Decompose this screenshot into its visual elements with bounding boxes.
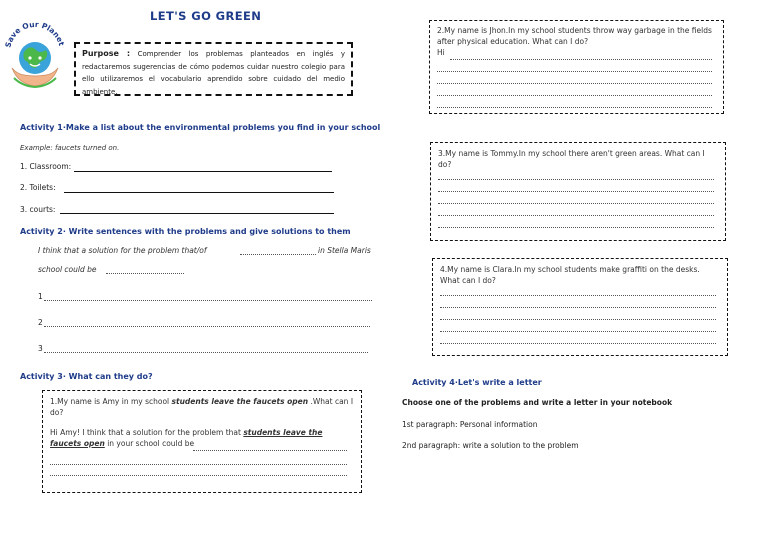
earth-hands-icon xyxy=(4,18,66,92)
save-our-planet-logo xyxy=(4,18,66,92)
sentence-line-3[interactable] xyxy=(44,352,368,353)
courts-answer-line[interactable] xyxy=(60,213,334,214)
sentence-number-1: 1 xyxy=(38,292,43,301)
problem-blank[interactable] xyxy=(240,254,316,255)
paragraph-1-hint: 1st paragraph: Personal information xyxy=(402,420,538,429)
sentence-number-2: 2 xyxy=(38,318,43,327)
purpose-text: Comprender los problemas planteados en inglés y redactaremos sugerencias de cómo podemos cuidar nuestro colegio para ello utilizaremos el vocabulario aprendido sobre cuidado del medio ambiente. xyxy=(82,50,345,96)
jhon-line-4[interactable] xyxy=(437,107,712,108)
tommy-line-2[interactable] xyxy=(438,191,714,192)
tommy-line-4[interactable] xyxy=(438,215,714,216)
courts-label: 3. courts: xyxy=(20,205,56,214)
activity-3-heading: Activity 3· What can they do? xyxy=(20,372,153,381)
amy-line-2[interactable] xyxy=(50,475,347,476)
solution-blank[interactable] xyxy=(106,273,184,274)
amy-blank-inline[interactable] xyxy=(193,450,347,451)
clara-line-3[interactable] xyxy=(440,319,716,320)
clara-line-5[interactable] xyxy=(440,343,716,344)
clara-line-2[interactable] xyxy=(440,307,716,308)
jhon-line-3[interactable] xyxy=(437,95,712,96)
jhon-box xyxy=(429,20,724,114)
sentence-line-2[interactable] xyxy=(44,326,370,327)
amy-answer-start: Hi Amy! I think that a solution for the problem that students leave the faucets open in your school could be xyxy=(50,428,323,448)
tommy-line-1[interactable] xyxy=(438,179,714,180)
logo-text: Save Our Planet xyxy=(4,19,66,49)
classroom-answer-line[interactable] xyxy=(74,171,332,172)
clara-question: 4.My name is Clara.In my school students make graffiti on the desks. What can I do? xyxy=(440,265,700,285)
sentence-mid: in Stella Maris xyxy=(318,246,371,255)
jhon-question: 2.My name is Jhon.In my school students throw way garbage in the fields after physical education. What can I do? xyxy=(437,26,712,46)
activity-2-heading: Activity 2· Write sentences with the problems and give solutions to them xyxy=(20,227,351,236)
purpose-label: Purpose : xyxy=(82,49,131,58)
jhon-line-2[interactable] xyxy=(437,83,712,84)
clara-box xyxy=(432,258,728,356)
clara-line-1[interactable] xyxy=(440,295,716,296)
activity-1-heading: Activity 1·Make a list about the environmental problems you find in your school xyxy=(20,123,381,132)
sentence-line-1[interactable] xyxy=(44,300,372,301)
page-title: LET'S GO GREEN xyxy=(150,9,262,23)
tommy-line-5[interactable] xyxy=(438,227,714,228)
jhon-hi: Hi xyxy=(437,48,445,57)
amy-box xyxy=(42,390,362,493)
classroom-label: 1. Classroom: xyxy=(20,162,72,171)
activity-4-heading: Activity 4·Let's write a letter xyxy=(412,378,542,387)
toilets-label: 2. Toilets: xyxy=(20,183,56,192)
activity-4-instruction: Choose one of the problems and write a letter in your notebook xyxy=(402,398,673,407)
amy-line-1[interactable] xyxy=(50,464,347,465)
sentence-end: school could be xyxy=(38,265,97,274)
tommy-question: 3.My name is Tommy.In my school there aren't green areas. What can I do? xyxy=(438,149,705,169)
sentence-number-3: 3 xyxy=(38,344,43,353)
tommy-line-3[interactable] xyxy=(438,203,714,204)
purpose-box xyxy=(74,42,353,96)
paragraph-2-hint: 2nd paragraph: write a solution to the problem xyxy=(402,441,579,450)
jhon-line-1[interactable] xyxy=(437,71,712,72)
activity-1-example: Example: faucets turned on. xyxy=(20,144,120,152)
tommy-box xyxy=(430,142,726,241)
amy-question: 1.My name is Amy in my school students leave the faucets open .What can I do? xyxy=(50,397,354,417)
jhon-line-0[interactable] xyxy=(450,59,712,60)
toilets-answer-line[interactable] xyxy=(64,192,334,193)
clara-line-4[interactable] xyxy=(440,331,716,332)
sentence-start: I think that a solution for the problem that/of xyxy=(38,246,207,255)
